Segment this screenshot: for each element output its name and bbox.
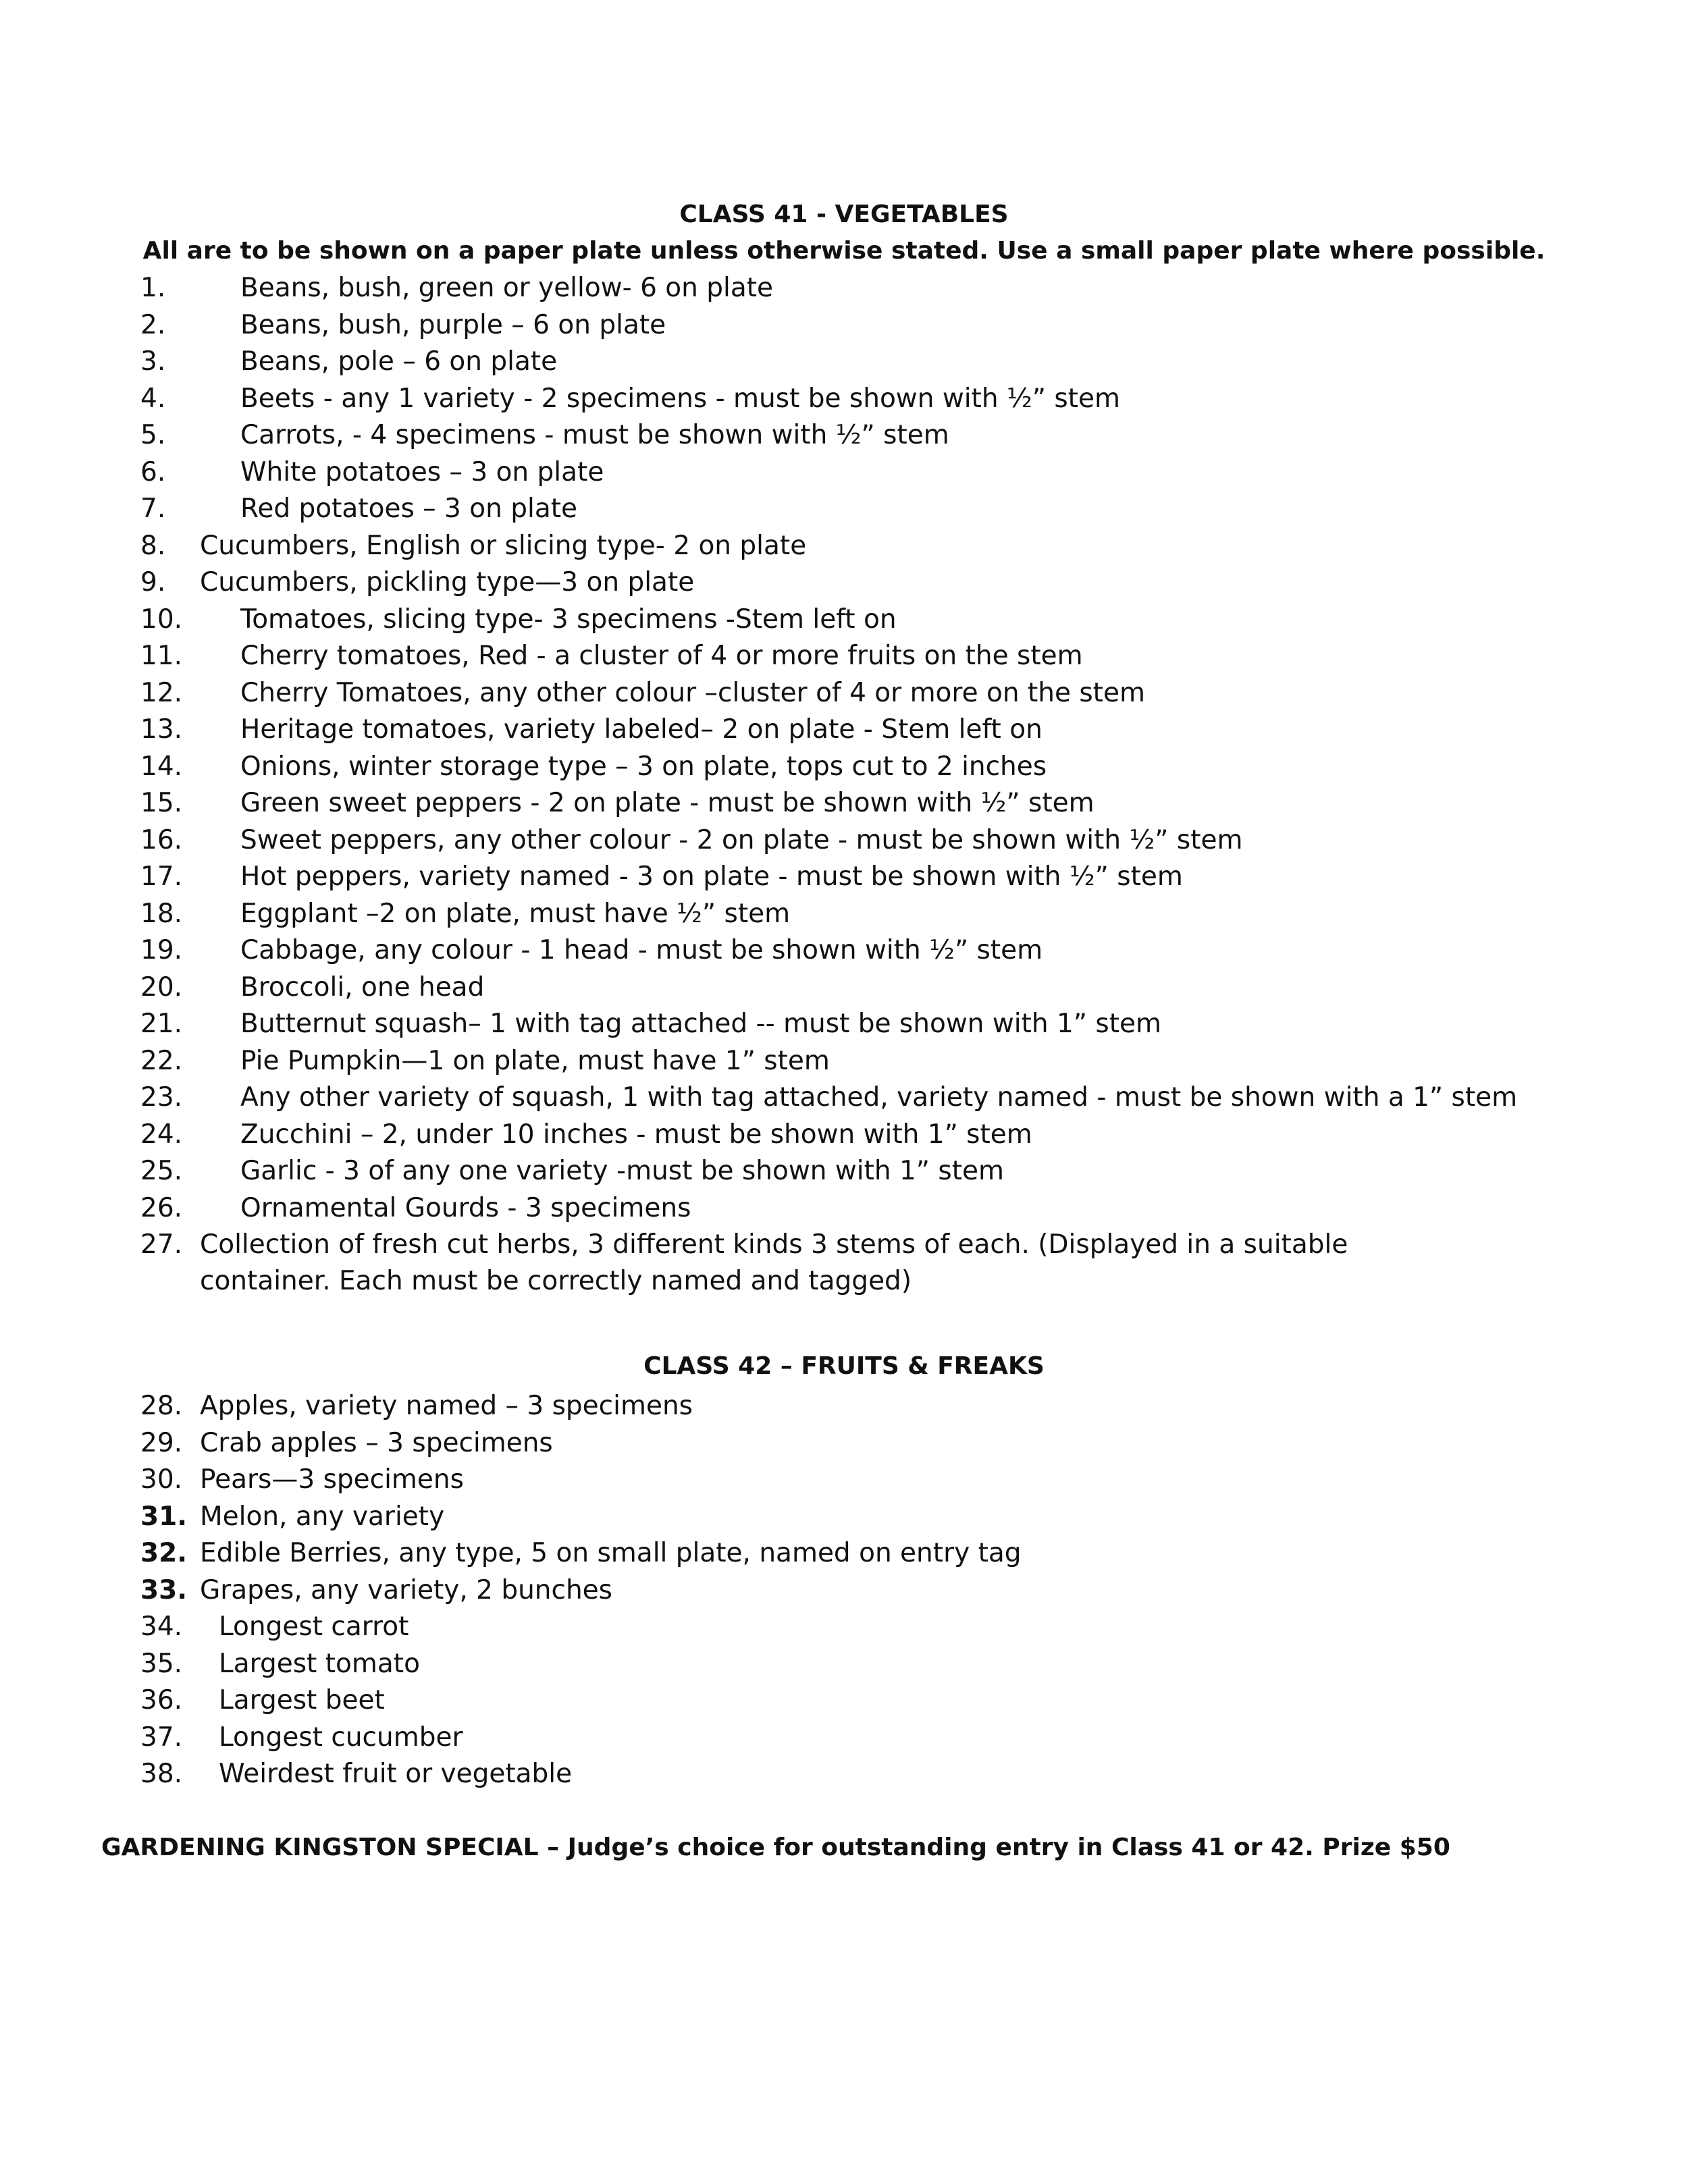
item-number: 31. <box>140 1501 188 1532</box>
item-number: 4. <box>140 383 166 414</box>
item-number: 23. <box>140 1082 183 1113</box>
item-text: Zucchini – 2, under 10 inches - must be shown with 1” stem <box>240 1119 1032 1150</box>
class-41-intro: All are to be shown on a paper plate unless otherwise stated. Use a small paper plate where possible. <box>142 237 1546 265</box>
list-item <box>0 307 1688 344</box>
class-42-list <box>0 1388 1688 1793</box>
list-item <box>0 602 1688 639</box>
item-number: 25. <box>140 1156 183 1186</box>
item-number: 34. <box>140 1612 183 1642</box>
list-item <box>0 638 1688 675</box>
item-text: Edible Berries, any type, 5 on small plate, named on entry tag <box>200 1538 1022 1568</box>
item-text: Onions, winter storage type – 3 on plate, tops cut to 2 inches <box>240 751 1047 782</box>
item-text: Apples, variety named – 3 specimens <box>200 1391 693 1421</box>
item-number: 3. <box>140 346 166 377</box>
item-number: 13. <box>140 714 183 745</box>
item-text: Ornamental Gourds - 3 specimens <box>240 1192 691 1223</box>
item-number: 36. <box>140 1685 183 1715</box>
list-item <box>0 491 1688 528</box>
list-item <box>0 1535 1688 1572</box>
item-number: 35. <box>140 1648 183 1679</box>
item-text: Collection of fresh cut herbs, 3 different kinds 3 stems of each. (Displayed in a suitable container. Each must be correctly named and tagged) <box>200 1229 1348 1296</box>
list-item <box>0 1646 1688 1683</box>
item-number: 10. <box>140 604 183 635</box>
list-item <box>0 344 1688 381</box>
item-text: Green sweet peppers - 2 on plate - must be shown with ½” stem <box>240 788 1094 818</box>
list-item <box>0 1153 1688 1190</box>
list-item <box>0 822 1688 859</box>
item-text: Weirdest fruit or vegetable <box>219 1759 573 1789</box>
item-text: Cucumbers, pickling type—3 on plate <box>200 567 695 597</box>
list-item <box>0 1190 1688 1227</box>
item-text: Grapes, any variety, 2 bunches <box>200 1574 612 1605</box>
list-item <box>0 1720 1688 1757</box>
item-text: Pie Pumpkin—1 on plate, must have 1” stem <box>240 1045 830 1076</box>
special-prize-note: GARDENING KINGSTON SPECIAL – Judge’s choice for outstanding entry in Class 41 or 42. Prize $50 <box>101 1834 1450 1861</box>
class-42-title: CLASS 42 – FRUITS & FREAKS <box>643 1352 1045 1380</box>
item-text: Cucumbers, English or slicing type- 2 on plate <box>200 530 807 561</box>
item-number: 18. <box>140 898 183 929</box>
list-item <box>0 1006 1688 1043</box>
item-text: Hot peppers, variety named - 3 on plate - must be shown with ½” stem <box>240 861 1183 892</box>
list-item <box>0 454 1688 491</box>
item-number: 17. <box>140 861 183 892</box>
item-number: 22. <box>140 1045 183 1076</box>
item-text: Eggplant –2 on plate, must have ½” stem <box>240 898 791 929</box>
list-item <box>0 932 1688 969</box>
item-text: Cabbage, any colour - 1 head - must be shown with ½” stem <box>240 935 1043 965</box>
class-41-title: CLASS 41 - VEGETABLES <box>679 201 1009 228</box>
item-number: 24. <box>140 1119 183 1150</box>
item-text: Cherry tomatoes, Red - a cluster of 4 or more fruits on the stem <box>240 641 1083 671</box>
item-text: Tomatoes, slicing type- 3 specimens -Stem left on <box>240 604 897 635</box>
item-number: 11. <box>140 641 183 671</box>
item-number: 8. <box>140 530 166 561</box>
item-text: Largest tomato <box>219 1648 420 1679</box>
item-number: 37. <box>140 1722 183 1753</box>
list-item <box>0 270 1688 307</box>
list-item <box>0 1572 1688 1609</box>
list-item <box>0 859 1688 896</box>
item-number: 9. <box>140 567 166 597</box>
list-item <box>0 1227 1688 1300</box>
item-number: 7. <box>140 494 166 524</box>
list-item <box>0 1609 1688 1646</box>
list-item <box>0 417 1688 454</box>
list-item <box>0 1043 1688 1080</box>
item-number: 33. <box>140 1574 188 1605</box>
item-number: 2. <box>140 309 166 340</box>
item-text: Red potatoes – 3 on plate <box>240 494 578 524</box>
item-text: Sweet peppers, any other colour - 2 on plate - must be shown with ½” stem <box>240 824 1243 855</box>
item-number: 30. <box>140 1464 183 1495</box>
item-number: 38. <box>140 1759 183 1789</box>
item-text: Carrots, - 4 specimens - must be shown with ½” stem <box>240 420 949 450</box>
list-item <box>0 675 1688 712</box>
item-text: Beets - any 1 variety - 2 specimens - must be shown with ½” stem <box>240 383 1120 414</box>
list-item <box>0 1080 1688 1117</box>
list-item <box>0 381 1688 418</box>
item-number: 5. <box>140 420 166 450</box>
item-text: Longest carrot <box>219 1612 409 1642</box>
item-text: Butternut squash– 1 with tag attached -- must be shown with 1” stem <box>240 1009 1161 1039</box>
item-number: 20. <box>140 971 183 1003</box>
list-item <box>0 1756 1688 1793</box>
list-item <box>0 1682 1688 1720</box>
list-item <box>0 969 1688 1007</box>
item-text: Melon, any variety <box>200 1501 445 1532</box>
item-number: 27. <box>140 1229 183 1260</box>
item-number: 15. <box>140 788 183 818</box>
list-item <box>0 1388 1688 1425</box>
item-number: 14. <box>140 751 183 782</box>
item-text: Broccoli, one head <box>240 971 485 1003</box>
item-text: Pears—3 specimens <box>200 1464 464 1495</box>
class-41-list <box>0 270 1688 1300</box>
list-item <box>0 1462 1688 1499</box>
item-number: 28. <box>140 1391 183 1421</box>
item-number: 21. <box>140 1009 183 1039</box>
list-item <box>0 896 1688 933</box>
item-number: 1. <box>140 273 166 303</box>
list-item <box>0 785 1688 822</box>
item-text: Largest beet <box>219 1685 385 1715</box>
item-text: Beans, bush, green or yellow- 6 on plate <box>240 273 774 303</box>
item-text: Any other variety of squash, 1 with tag attached, variety named - must be shown with a 1” stem <box>240 1082 1518 1113</box>
list-item <box>0 1425 1688 1462</box>
item-text: Crab apples – 3 specimens <box>200 1427 553 1458</box>
list-item <box>0 712 1688 749</box>
item-number: 6. <box>140 456 166 487</box>
item-number: 16. <box>140 824 183 855</box>
list-item <box>0 1499 1688 1536</box>
list-item <box>0 1117 1688 1154</box>
list-item <box>0 528 1688 565</box>
list-item <box>0 749 1688 786</box>
item-text: Cherry Tomatoes, any other colour –cluster of 4 or more on the stem <box>240 677 1145 708</box>
item-number: 12. <box>140 677 183 708</box>
item-text: Beans, pole – 6 on plate <box>240 346 558 377</box>
item-text: Longest cucumber <box>219 1722 463 1753</box>
item-number: 26. <box>140 1192 183 1223</box>
item-number: 32. <box>140 1538 188 1568</box>
item-text: Heritage tomatoes, variety labeled– 2 on plate - Stem left on <box>240 714 1043 745</box>
item-text: Garlic - 3 of any one variety -must be shown with 1” stem <box>240 1156 1004 1186</box>
item-number: 29. <box>140 1427 183 1458</box>
item-text: White potatoes – 3 on plate <box>240 456 604 487</box>
item-text: Beans, bush, purple – 6 on plate <box>240 309 666 340</box>
list-item <box>0 564 1688 602</box>
item-number: 19. <box>140 935 183 965</box>
